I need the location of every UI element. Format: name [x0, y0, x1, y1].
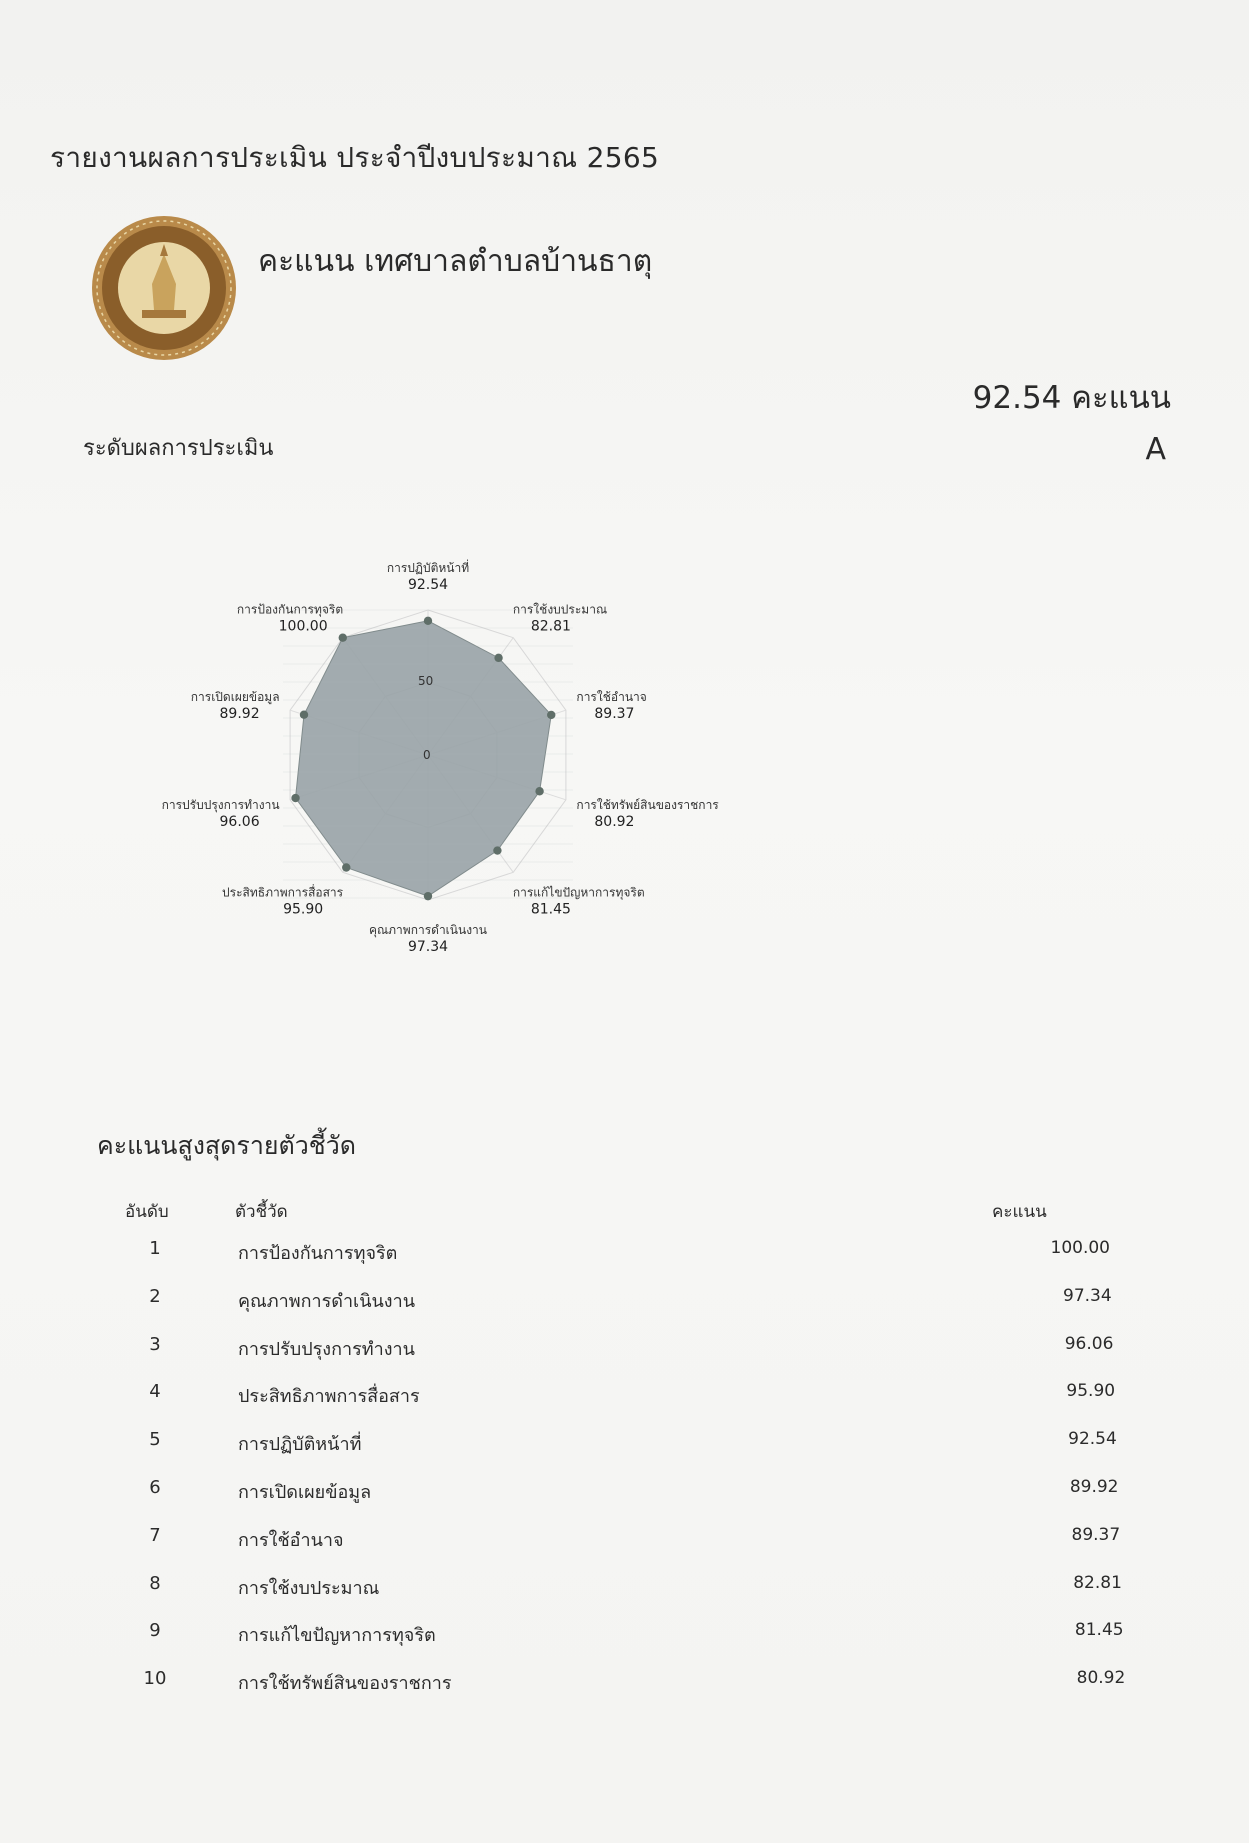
radar-axis-label: การปรับปรุงการทำงาน — [161, 798, 280, 813]
row-indicator-name: การใช้ทรัพย์สินของราชการ — [238, 1673, 452, 1695]
table-row — [0, 1286, 1249, 1326]
radar-point — [342, 863, 350, 871]
column-header-score: คะแนน — [992, 1202, 1047, 1222]
radar-axis-label: ประสิทธิภาพการสื่อสาร — [222, 885, 344, 900]
row-rank: 5 — [149, 1429, 161, 1451]
row-rank: 8 — [149, 1572, 161, 1594]
radar-point — [547, 711, 555, 719]
row-score: 89.37 — [1071, 1524, 1121, 1545]
radar-scale-tick: 0 — [423, 748, 431, 762]
radar-point — [494, 654, 502, 662]
row-rank: 3 — [149, 1333, 161, 1355]
table-row — [0, 1381, 1249, 1421]
indicator-radar-chart — [150, 555, 790, 955]
radar-axis-label: การป้องกันการทุจริต — [236, 602, 344, 617]
report-title: รายงานผลการประเมิน ประจำปีงบประมาณ 2565 — [50, 141, 660, 174]
ranking-section-title: คะแนนสูงสุดรายตัวชี้วัด — [97, 1131, 357, 1160]
radar-value-label: 82.81 — [530, 618, 571, 635]
row-rank: 2 — [149, 1285, 161, 1307]
radar-axis-label: การเปิดเผยข้อมูล — [190, 689, 280, 704]
row-indicator-name: ประสิทธิภาพการสื่อสาร — [238, 1386, 420, 1408]
table-row — [0, 1668, 1249, 1708]
row-rank: 9 — [149, 1620, 161, 1642]
row-score: 80.92 — [1076, 1668, 1126, 1689]
radar-point — [300, 711, 308, 719]
row-rank: 6 — [149, 1477, 161, 1498]
row-indicator-name: การปรับปรุงการทำงาน — [238, 1338, 415, 1360]
row-score: 92.54 — [1068, 1429, 1117, 1450]
row-indicator-name: การใช้งบประมาณ — [238, 1577, 380, 1599]
row-rank: 7 — [149, 1524, 161, 1546]
row-rank: 4 — [149, 1381, 161, 1403]
row-indicator-name: การใช้อำนาจ — [238, 1529, 344, 1551]
row-rank: 10 — [143, 1668, 167, 1690]
row-score: 81.45 — [1074, 1620, 1124, 1641]
radar-axis-label: การแก้ไขปัญหาการทุจริต — [512, 885, 645, 900]
radar-value-label: 96.06 — [219, 814, 260, 831]
radar-point — [424, 617, 432, 625]
row-score: 82.81 — [1073, 1572, 1122, 1593]
assessment-level-value: A — [1145, 432, 1166, 467]
radar-point — [493, 846, 501, 854]
radar-value-label: 100.00 — [278, 618, 328, 635]
radar-value-label: 89.92 — [219, 705, 260, 722]
radar-value-label: 97.34 — [407, 939, 449, 955]
radar-value-label: 89.37 — [594, 705, 635, 722]
column-header-rank: อันดับ — [125, 1202, 169, 1222]
radar-value-label: 80.92 — [594, 814, 635, 831]
table-row — [0, 1429, 1249, 1469]
assessment-level-label: ระดับผลการประเมิน — [83, 436, 274, 461]
row-indicator-name: การป้องกันการทุจริต — [238, 1243, 398, 1264]
organization-name: คะแนน เทศบาลตำบลบ้านธาตุ — [258, 244, 653, 279]
table-row — [0, 1334, 1249, 1374]
radar-point — [339, 633, 347, 641]
row-score: 96.06 — [1064, 1333, 1114, 1354]
table-row — [0, 1573, 1249, 1613]
radar-axis-label: การใช้อำนาจ — [576, 689, 647, 704]
row-rank: 1 — [149, 1238, 161, 1259]
radar-value-label: 95.90 — [283, 901, 324, 918]
row-indicator-name: การแก้ไขปัญหาการทุจริต — [238, 1625, 436, 1647]
radar-point — [424, 892, 432, 900]
row-score: 89.92 — [1069, 1477, 1119, 1497]
radar-axis-label: การใช้งบประมาณ — [512, 602, 608, 617]
radar-point — [535, 787, 543, 795]
table-row — [0, 1238, 1249, 1278]
radar-value-label: 92.54 — [407, 577, 449, 593]
row-indicator-name: คุณภาพการดำเนินงาน — [238, 1290, 416, 1312]
row-score: 100.00 — [1050, 1238, 1110, 1258]
table-row — [0, 1477, 1249, 1517]
row-indicator-name: การเปิดเผยข้อมูล — [238, 1482, 372, 1503]
municipality-seal-icon — [90, 214, 238, 362]
row-score: 95.90 — [1066, 1381, 1116, 1402]
table-row — [0, 1525, 1249, 1565]
radar-axis-label: การใช้ทรัพย์สินของราชการ — [576, 798, 719, 813]
row-indicator-name: การปฏิบัติหน้าที่ — [238, 1434, 362, 1456]
radar-point — [291, 794, 299, 802]
radar-value-label: 81.45 — [530, 901, 571, 918]
radar-axis-label: การปฏิบัติหน้าที่ — [386, 561, 470, 575]
row-score: 97.34 — [1063, 1285, 1112, 1306]
radar-axis-label: คุณภาพการดำเนินงาน — [368, 923, 488, 937]
table-row — [0, 1620, 1249, 1660]
column-header-indicator: ตัวชี้วัด — [235, 1202, 288, 1222]
total-score: 92.54 คะแนน — [972, 380, 1171, 416]
radar-scale-tick: 50 — [418, 674, 434, 688]
